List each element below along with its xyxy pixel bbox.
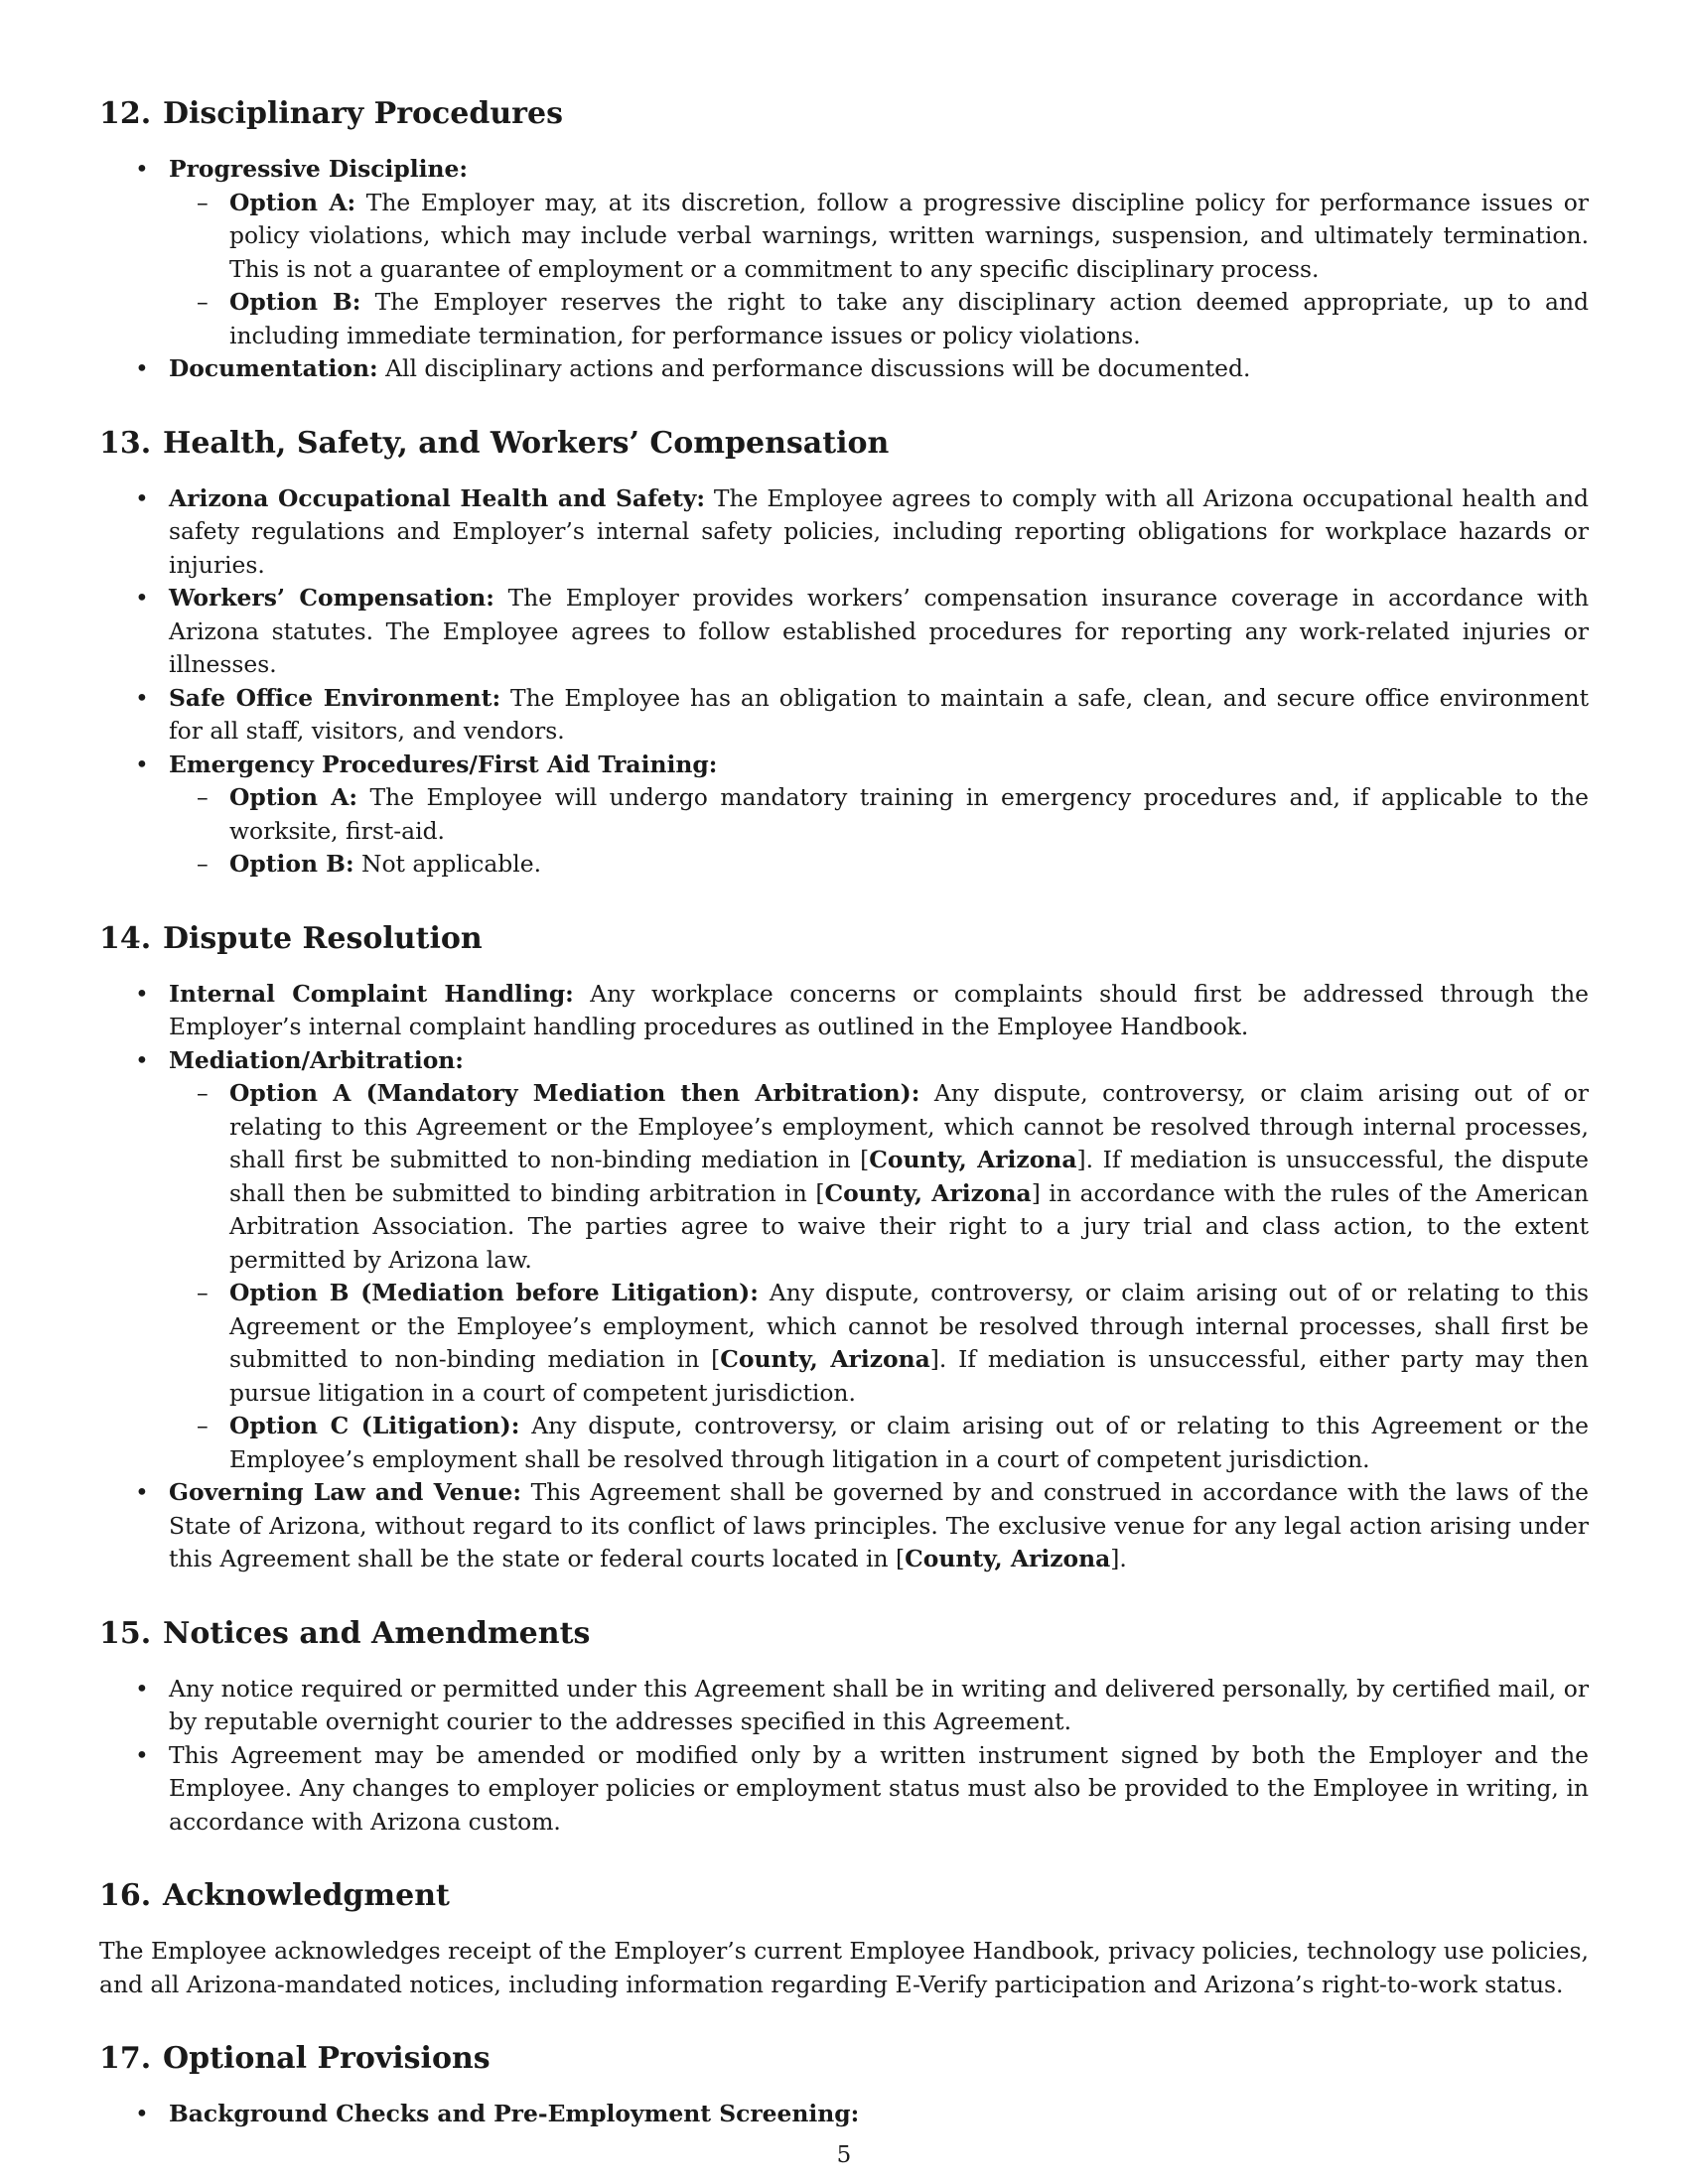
section-heading: 16. Acknowledgment [99, 1878, 450, 1913]
section-list [99, 482, 1589, 882]
list-item: • Documentation: All disciplinary actions and performance discussions will be documented. [135, 354, 1251, 382]
section-heading: 15. Notices and Amendments [99, 1615, 591, 1651]
section-12 [99, 95, 1589, 386]
sub-list-item: – Option A: The Employee will undergo mandatory training in emergency procedures and, if applicable to the worksite, first-aid. [197, 783, 1589, 845]
sub-list-item: – Option A: The Employer may, at its discretion, follow a progressive discipline policy for performance issues or policy violations, which may include verbal warnings, written warnings, suspension, and ultimately termination. This is not a guarantee of employment or a commitment to any specific disciplinary process. [197, 188, 1589, 283]
section-list [99, 1673, 1589, 1840]
section-heading: 13. Health, Safety, and Workers’ Compensation [99, 425, 890, 461]
sub-list-item: – Option A (Mandatory Mediation then Arbitration): Any dispute, controversy, or claim arising out of or relating to this Agreement or the Employee’s employment, which cannot be resolved through internal processes, shall first be submitted to non-binding mediation in [County, Arizona]. If mediation is unsuccessful, the dispute shall then be submitted to binding arbitration in [County, Arizona] in accordance with the rules of the American Arbitration Association. The parties agree to waive their right to a jury trial and class action, to the extent permitted by Arizona law. [197, 1079, 1590, 1274]
list-item: • Any notice required or permitted under this Agreement shall be in writing and delivered personally, by certified mail, or by reputable overnight courier to the addresses specified in this Agreement. [135, 1674, 1589, 1735]
list-item: • Background Checks and Pre-Employment Screening: [135, 2100, 860, 2127]
sub-list-item: – Option B: Not applicable. [197, 850, 542, 878]
section-14 [99, 920, 1589, 1576]
section-list [99, 153, 1589, 386]
section-heading: 12. Disciplinary Procedures [99, 96, 563, 131]
document-page [99, 95, 1589, 2131]
section-17 [99, 2040, 1589, 2131]
list-item: • Progressive Discipline: – Option A: The Employer may, at its discretion, follow a progressive discipline policy for performance issues or policy violations, which may include verbal warnings, written warnings, suspension, and ultimately termination. This is not a guarantee of employment or a commitment to any specific disciplinary process. – Option B: The Employer reserves the right to take any disciplinary action deemed appropriate, up to and including immediate termination, for performance issues or policy violations. [99, 153, 1589, 352]
list-item: • Workers’ Compensation: The Employer provides workers’ compensation insurance coverage in accordance with Arizona statutes. The Employee agrees to follow established procedures for reporting any work-related injuries or illnesses. [135, 584, 1590, 678]
section-list [99, 2098, 1589, 2131]
section-heading: 17. Optional Provisions [99, 2041, 491, 2076]
page-number: 5 [836, 2142, 852, 2168]
list-item: • Internal Complaint Handling: Any workplace concerns or complaints should first be addressed through the Employer’s internal complaint handling procedures as outlined in the Employee Handbook. [135, 979, 1589, 1040]
section-heading: 14. Dispute Resolution [99, 920, 483, 956]
section-13 [99, 425, 1589, 882]
list-item: • Arizona Occupational Health and Safety: The Employee agrees to comply with all Arizona occupational health and safety regulations and Employer’s internal safety policies, including reporting obligations for workplace hazards or injuries. [135, 483, 1589, 579]
list-item: • Governing Law and Venue: This Agreement shall be governed by and construed in accordance with the laws of the State of Arizona, without regard to its conflict of laws principles. The exclusive venue for any legal action arising under this Agreement shall be the state or federal courts located in [County, Arizona]. [135, 1478, 1589, 1572]
section-list [99, 978, 1589, 1576]
sub-list-item: – Option C (Litigation): Any dispute, controversy, or claim arising out of or relating to this Agreement or the Employee’s employment shall be resolved through litigation in a court of competent jurisdiction. [197, 1412, 1589, 1473]
list-item: • This Agreement may be amended or modified only by a written instrument signed by both the Employer and the Employee. Any changes to employer policies or employment status must also be provided to the Employee in writing, in accordance with Arizona custom. [135, 1740, 1589, 1836]
list-item: • Mediation/Arbitration: – Option A (Mandatory Mediation then Arbitration): Any dispute, controversy, or claim arising out of or relating to this Agreement or the Employee’s employment, which cannot be resolved through internal processes, shall first be submitted to non-binding mediation in [County, Arizona]. If mediation is unsuccessful, the dispute shall then be submitted to binding arbitration in [County, Arizona] in accordance with the rules of the American Arbitration Association. The parties agree to waive their right to a jury trial and class action, to the extent permitted by Arizona law. – Option B (Mediation before Litigation): Any dispute, controversy, or claim arising out of or relating to this Agreement or the Employee’s employment, which cannot be resolved through internal processes, shall first be submitted to non-binding mediation in [County, Arizona]. If mediation is unsuccessful, either party may then pursue litigation in a court of competent jurisdiction. – Option C (Litigation): Any dispute, controversy, or claim arising out of or relating to this Agreement or the Employee’s employment shall be resolved through litigation in a court of competent jurisdiction. [99, 1044, 1589, 1477]
section-15 [99, 1615, 1589, 1840]
list-item: • Safe Office Environment: The Employee has an obligation to maintain a safe, clean, and secure office environment for all staff, visitors, and vendors. [135, 683, 1589, 745]
section-16 [99, 1877, 1589, 2001]
sub-list-item: – Option B: The Employer reserves the right to take any disciplinary action deemed appropriate, up to and including immediate termination, for performance issues or policy violations. [197, 288, 1589, 349]
list-item: • Emergency Procedures/First Aid Training: – Option A: The Employee will undergo mandatory training in emergency procedures and, if applicable to the worksite, first-aid. – Option B: Not applicable. [99, 749, 1589, 882]
sub-list-item: – Option B (Mediation before Litigation): Any dispute, controversy, or claim arising out of or relating to this Agreement or the Employee’s employment, which cannot be resolved through internal processes, shall first be submitted to non-binding mediation in [County, Arizona]. If mediation is unsuccessful, either party may then pursue litigation in a court of competent jurisdiction. [197, 1279, 1589, 1407]
acknowledgment-paragraph: The Employee acknowledges receipt of the Employer’s current Employee Handbook, privacy policies, technology use policies, and all Arizona-mandated notices, including information regarding E-Verify participation and Arizona’s right-to-work status. [99, 1937, 1589, 1998]
